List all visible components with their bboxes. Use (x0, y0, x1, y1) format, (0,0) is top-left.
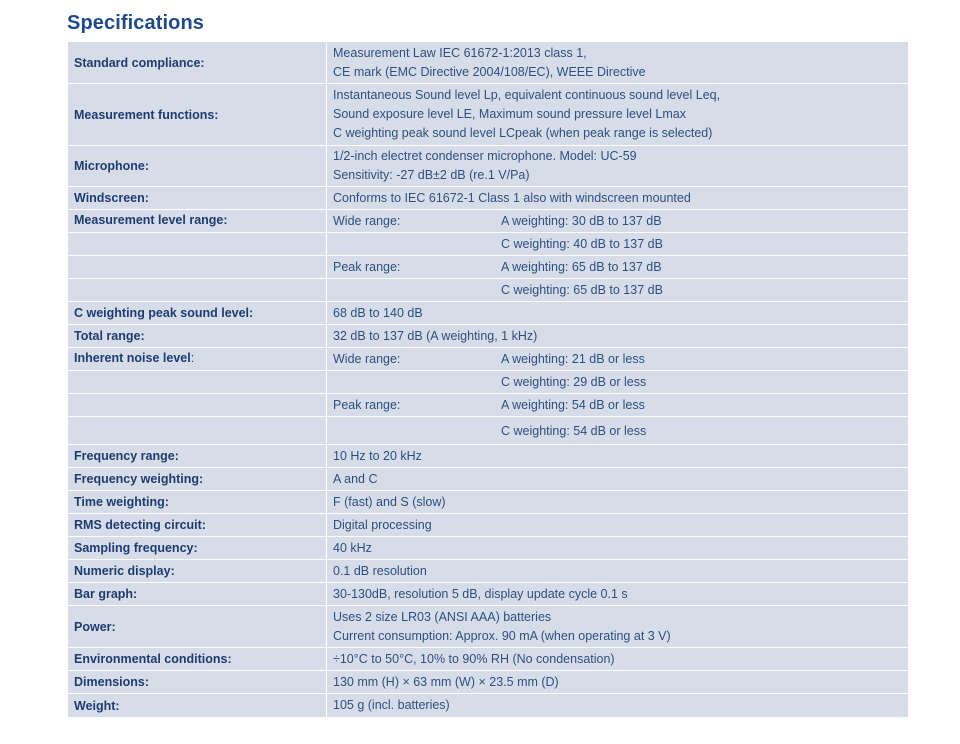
column-divider (326, 325, 327, 347)
spec-label: Measurement level range: (74, 213, 228, 227)
spec-value (333, 671, 559, 693)
spec-value-line: C weighting peak sound level LCpeak (when peak range is selected) (333, 126, 713, 140)
spec-label: RMS detecting circuit: (74, 518, 206, 532)
spec-value (333, 537, 372, 559)
spec-value-line: Instantaneous Sound level Lp, equivalent continuous sound level Leq, (333, 88, 721, 102)
spec-row (68, 210, 908, 233)
spec-value (333, 583, 628, 605)
weighting-value: A weighting: 21 dB or less (501, 352, 645, 366)
column-divider (326, 348, 327, 370)
column-divider (326, 302, 327, 324)
weighting-value: C weighting: 40 dB to 137 dB (501, 237, 663, 251)
spec-label: Windscreen: (74, 191, 149, 205)
spec-value-line: Sensitivity: -27 dB±2 dB (re.1 V/Pa) (333, 168, 530, 182)
spec-value-line: 0.1 dB resolution (333, 563, 427, 578)
spec-label: Frequency weighting: (74, 472, 204, 486)
spec-value-line: ÷10°C to 50°C, 10% to 90% RH (No condensation) (333, 651, 615, 666)
spec-row (68, 348, 908, 371)
spec-row (68, 233, 908, 256)
range-label: Wide range: (333, 214, 401, 228)
page-title: Specifications (67, 12, 204, 34)
weighting-value: A weighting: 65 dB to 137 dB (501, 260, 662, 274)
spec-value-line: 40 kHz (333, 540, 372, 555)
spec-row (68, 671, 908, 694)
column-divider (326, 279, 327, 301)
weighting-value: C weighting: 29 dB or less (501, 375, 647, 389)
spec-row (68, 279, 908, 302)
spec-row (68, 302, 908, 325)
spec-table (68, 42, 908, 717)
spec-label: Inherent noise level : (74, 351, 195, 365)
column-divider (326, 648, 327, 670)
spec-value (333, 325, 537, 347)
column-divider (326, 514, 327, 536)
spec-value (333, 445, 422, 467)
spec-label: Measurement functions: (74, 107, 219, 122)
weighting-value: C weighting: 54 dB or less (501, 423, 647, 438)
spec-value-line: 10 Hz to 20 kHz (333, 448, 422, 463)
spec-value (333, 648, 615, 670)
spec-value-line: 105 g (incl. batteries) (333, 698, 450, 712)
spec-row (68, 491, 908, 514)
spec-value-line: Conforms to IEC 61672-1 Class 1 also with windscreen mounted (333, 190, 691, 205)
column-divider (326, 606, 327, 647)
spec-value-line: Measurement Law IEC 61672-1:2013 class 1, (333, 45, 587, 60)
spec-value-line: 68 dB to 140 dB (333, 305, 423, 320)
spec-label: Numeric display: (74, 564, 175, 578)
column-divider (326, 491, 327, 513)
spec-row (68, 417, 908, 445)
spec-row (68, 648, 908, 671)
spec-row (68, 560, 908, 583)
spec-value (333, 146, 637, 186)
spec-label: Weight: (74, 698, 120, 713)
spec-row (68, 514, 908, 537)
column-divider (326, 187, 327, 209)
column-divider (326, 146, 327, 186)
column-divider (326, 84, 327, 145)
spec-value (333, 187, 691, 209)
spec-value-line: Uses 2 size LR03 (ANSI AAA) batteries (333, 609, 552, 624)
spec-value-line: 130 mm (H) × 63 mm (W) × 23.5 mm (D) (333, 674, 559, 689)
column-divider (326, 560, 327, 582)
weighting-value: C weighting: 65 dB to 137 dB (501, 283, 663, 297)
spec-label: Frequency range: (74, 449, 179, 463)
column-divider (326, 210, 327, 232)
spec-value (333, 468, 377, 490)
spec-value (333, 606, 671, 647)
spec-row (68, 445, 908, 468)
range-label: Peak range: (333, 260, 401, 274)
spec-row (68, 325, 908, 348)
spec-row (68, 146, 908, 187)
spec-value (333, 302, 423, 324)
spec-value (333, 694, 450, 717)
spec-label: Microphone: (74, 159, 149, 173)
spec-label: Power: (74, 619, 116, 634)
spec-row (68, 256, 908, 279)
spec-value (333, 42, 646, 83)
column-divider (326, 537, 327, 559)
column-divider (326, 445, 327, 467)
spec-value-line: 32 dB to 137 dB (A weighting, 1 kHz) (333, 328, 538, 343)
column-divider (326, 583, 327, 605)
column-divider (326, 371, 327, 393)
spec-row (68, 606, 908, 648)
spec-value-line: F (fast) and S (slow) (333, 494, 446, 509)
column-divider (326, 233, 327, 255)
spec-value (333, 514, 432, 536)
range-label: Wide range: (333, 352, 401, 366)
spec-value (333, 491, 446, 513)
weighting-value: A weighting: 30 dB to 137 dB (501, 214, 662, 228)
column-divider (326, 468, 327, 490)
spec-label: Dimensions: (74, 675, 150, 689)
spec-label: Standard compliance: (74, 55, 205, 70)
spec-row (68, 84, 908, 146)
spec-value-line: CE mark (EMC Directive 2004/108/EC), WEEE Directive (333, 64, 646, 79)
spec-value (333, 84, 720, 145)
spec-row (68, 394, 908, 417)
spec-value-line: 1/2-inch electret condenser microphone. Model: UC-59 (333, 149, 637, 163)
spec-label: Bar graph: (74, 587, 138, 601)
spec-label: Environmental conditions: (74, 652, 232, 666)
column-divider (326, 417, 327, 444)
spec-row (68, 537, 908, 560)
column-divider (326, 694, 327, 717)
column-divider (326, 394, 327, 416)
column-divider (326, 671, 327, 693)
spec-row (68, 187, 908, 210)
spec-value-line: A and C (333, 471, 378, 486)
spec-value-line: Sound exposure level LE, Maximum sound pressure level Lmax (333, 107, 686, 121)
spec-label: C weighting peak sound level: (74, 306, 254, 320)
spec-value-line: 30-130dB, resolution 5 dB, display update cycle 0.1 s (333, 586, 628, 601)
spec-label: Time weighting: (74, 495, 169, 509)
spec-value (333, 560, 427, 582)
spec-label: Sampling frequency: (74, 541, 198, 555)
column-divider (326, 42, 327, 83)
spec-row (68, 694, 908, 717)
weighting-value: A weighting: 54 dB or less (501, 398, 645, 412)
spec-label: Total range: (74, 329, 145, 343)
column-divider (326, 256, 327, 278)
spec-value-line: Current consumption: Approx. 90 mA (when operating at 3 V) (333, 628, 671, 643)
spec-row (68, 583, 908, 606)
range-label: Peak range: (333, 398, 401, 412)
spec-row (68, 468, 908, 491)
spec-row (68, 371, 908, 394)
spec-row (68, 42, 908, 84)
spec-value-line: Digital processing (333, 517, 432, 532)
